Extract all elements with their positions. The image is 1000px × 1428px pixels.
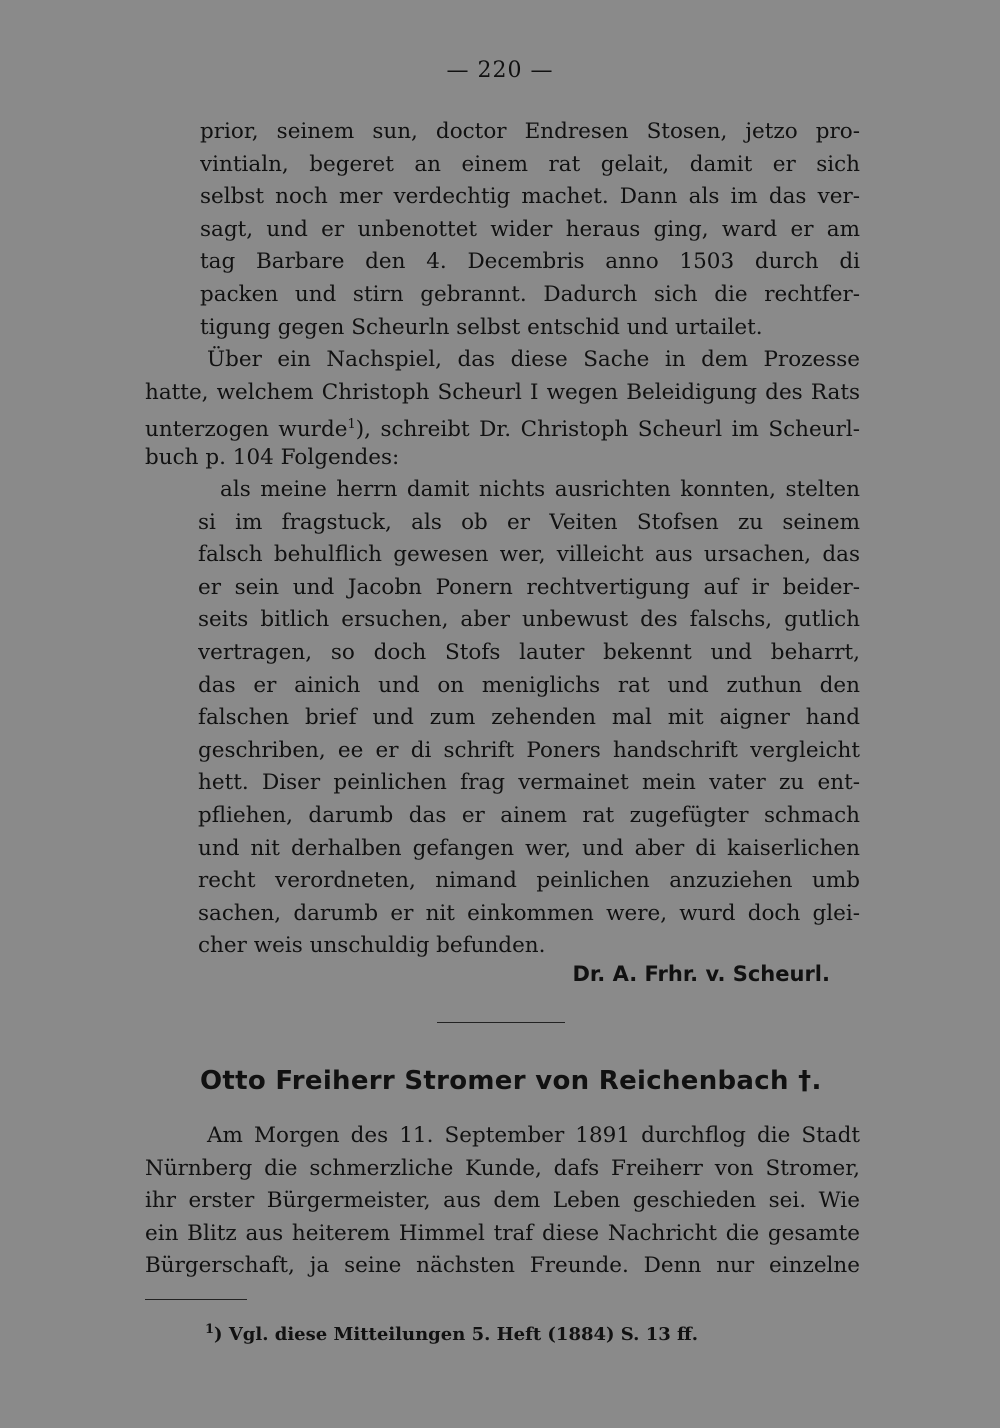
text-span: als meine herrn damit nichts ausrichten konnten, stelten (220, 477, 860, 502)
footnote-ref: 1 (347, 417, 356, 433)
text-line: packen und stirn gebrannt. Dadurch sich die rechtfer- (200, 281, 860, 307)
text-line: pfliehen, darumb das er ainem rat zugefügter schmach (198, 802, 860, 828)
text-line: er sein und Jacobn Ponern rechtvertigung auf ir beider- (198, 574, 860, 600)
text-line: falschen brief und zum zehenden mal mit aigner hand (198, 705, 860, 731)
text-line: sachen, darumb er nit einkommen were, wurd doch glei- (198, 900, 860, 926)
text-line (145, 344, 860, 377)
text-line: ein Blitz aus heiterem Himmel traf diese Nachricht die gesamte (145, 1220, 860, 1246)
text-line: tag Barbare den 4. Decembris anno 1503 durch di (200, 249, 860, 275)
text-span: unterzogen wurde (145, 417, 348, 442)
text-line: selbst noch mer verdechtig machet. Dann als im das ver- (200, 184, 860, 210)
text-line: falsch behulflich gewesen wer, villeicht aus ursachen, das (198, 542, 860, 568)
author-signature: Dr. A. Frhr. v. Scheurl. (572, 962, 830, 986)
text-line: geschriben, ee er di schrift Poners handschrift vergleicht (198, 737, 860, 763)
text-line: und nit derhalben gefangen wer, und aber di kaiserlichen (198, 835, 860, 861)
text-line: vintialn, begeret an einem rat gelait, damit er sich (200, 151, 860, 177)
text-line: das er ainich und on meniglichs rat und zuthun den (198, 672, 860, 698)
text-line: hett. Diser peinlichen frag vermainet mein vater zu ent- (198, 770, 860, 796)
text-line: sagt, und er unbenottet wider heraus ging, ward er am (200, 216, 860, 242)
text-line: Nürnberg die schmerzliche Kunde, dafs Freiherr von Stromer, (145, 1155, 860, 1181)
text-line (198, 474, 860, 507)
page-number: — 220 — (446, 58, 554, 83)
text-line: prior, seinem sun, doctor Endresen Stosen, jetzo pro- (200, 119, 860, 144)
quote-block-1 (200, 116, 860, 344)
text-span: ), schreibt Dr. Christoph Scheurl im Scheurl- (355, 417, 860, 442)
text-line: Bürgerschaft, ja seine nächsten Freunde. Denn nur einzelne (145, 1253, 860, 1279)
text-line: ihr erster Bürgermeister, aus dem Leben geschieden sei. Wie (145, 1188, 860, 1214)
text-line: buch p. 104 Folgendes: (145, 444, 400, 470)
paragraph-1 (145, 344, 860, 474)
text-line (145, 409, 860, 442)
text-line: seits bitlich ersuchen, aber unbewust des falschs, gutlich (198, 607, 860, 633)
section-heading: Otto Freiherr Stromer von Reichenbach †. (200, 1066, 822, 1096)
text-line: cher weis unschuldig befunden. (198, 933, 546, 959)
text-line: si im fragstuck, als ob er Veiten Stofsen zu seinem (198, 509, 860, 535)
text-span: Am Morgen des 11. September 1891 durchflog die Stadt (207, 1123, 860, 1148)
footnote-mark: 1 (205, 1322, 215, 1337)
text-line: recht verordneten, nimand peinlichen anzuziehen umb (198, 868, 860, 894)
quote-block-2 (198, 474, 860, 963)
footnote-divider (145, 1299, 247, 1300)
text-span: Über ein Nachspiel, das diese Sache in dem Prozesse (207, 347, 860, 372)
text-line: vertragen, so doch Stofs lauter bekennt und beharrt, (198, 639, 860, 665)
section-divider (437, 1022, 565, 1023)
footnote-text: ) Vgl. diese Mitteilungen 5. Heft (1884) S. 13 ff. (214, 1324, 699, 1345)
text-line: hatte, welchem Christoph Scheurl I wegen Beleidigung des Rats (145, 379, 860, 405)
text-line: tigung gegen Scheurln selbst entschid und urtailet. (200, 314, 763, 340)
paragraph-2 (145, 1120, 860, 1283)
text-line (145, 1120, 860, 1153)
footnote (205, 1322, 698, 1345)
